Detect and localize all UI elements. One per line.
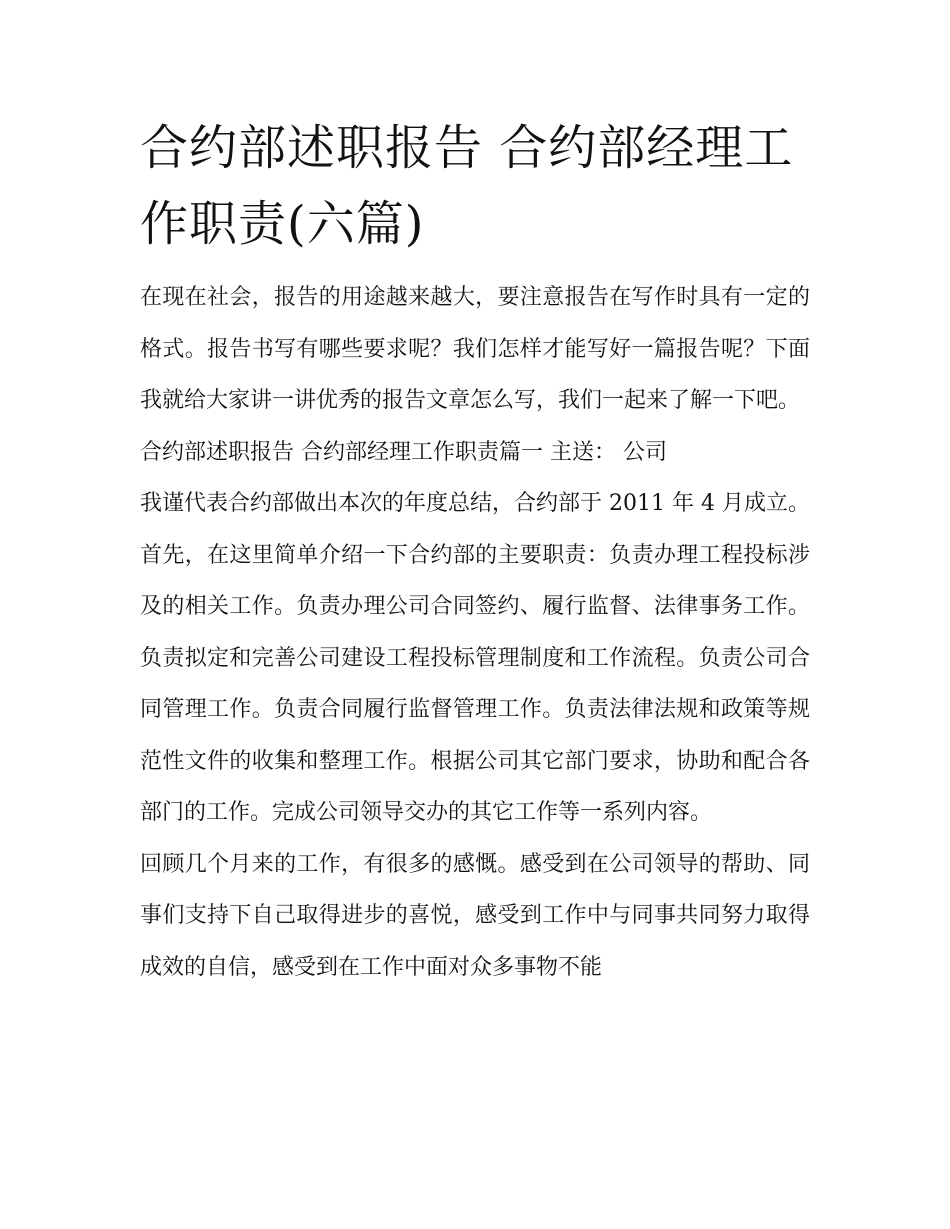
body-paragraph-responsibilities: 我谨代表合约部做出本次的年度总结，合约部于 2011 年 4 月成立。首先，在这里简单介绍一下合约部的主要职责：负责办理工程投标涉及的相关工作。负责办理公司合同签约、履行监督、法律事务工作。负责拟定和完善公司建设工程投标管理制度和工作流程。负责公司合同管理工作。负责合同履行监督管理工作。负责法律法规和政策等规范性文件的收集和整理工作。根据公司其它部门要求，协助和配合各部门的工作。完成公司领导交办的其它工作等一系列内容。 [140, 491, 810, 825]
section-heading-line: 合约部述职报告 合约部经理工作职责篇一 主送： 公司 [140, 439, 667, 465]
body-paragraph-review: 回顾几个月来的工作，有很多的感慨。感受到在公司领导的帮助、同事们支持下自己取得进步的喜悦，感受到工作中与同事共同努力取得成效的自信，感受到在工作中面对众多事物不能 [140, 851, 810, 980]
intro-paragraph: 在现在社会，报告的用途越来越大，要注意报告在写作时具有一定的格式。报告书写有哪些要求呢？我们怎样才能写好一篇报告呢？下面我就给大家讲一讲优秀的报告文章怎么写，我们一起来了解一下吧。 [140, 285, 810, 413]
document-title: 合约部述职报告 合约部经理工作职责(六篇) [140, 120, 794, 252]
document-body [140, 110, 810, 993]
